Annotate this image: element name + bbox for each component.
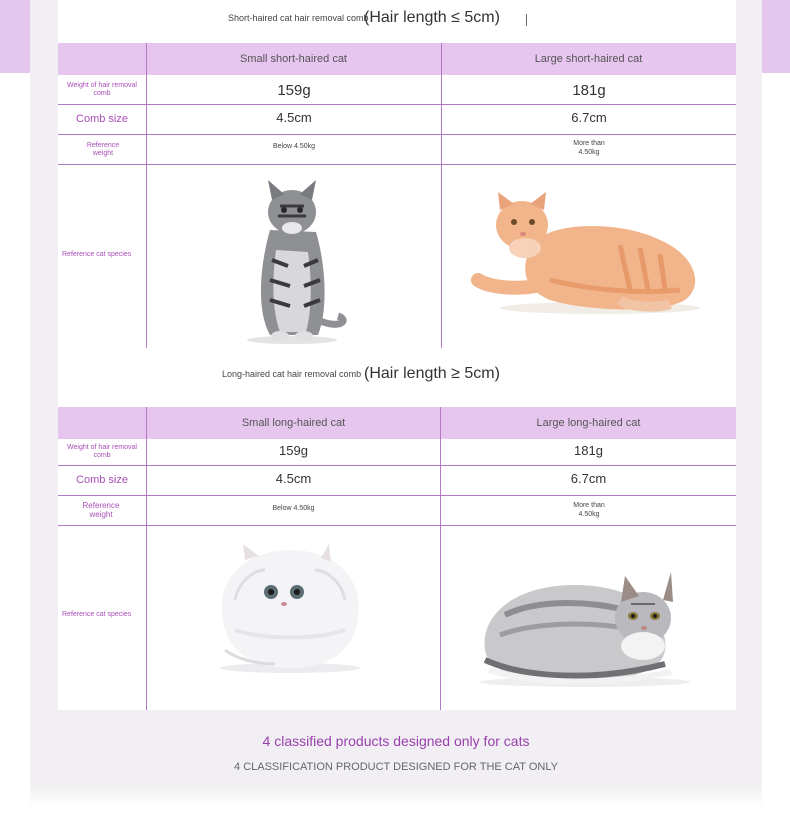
short-hair-title-length: (Hair length ≤ 5cm) — [364, 9, 500, 26]
label-reference-species: Reference cat species — [62, 251, 132, 259]
long-haired-small-cat-photo — [205, 540, 375, 675]
label-comb-weight: Weight of hair removal comb — [67, 82, 137, 97]
value-reference-weight-small: Below 4.50kg — [272, 505, 315, 513]
header-large-long-haired: Large long-haired cat — [536, 417, 641, 429]
header-small-short-haired: Small short-haired cat — [240, 53, 347, 65]
panel-shadow — [30, 785, 762, 807]
value-comb-size-large: 6.7cm — [570, 471, 607, 486]
value-comb-weight-large: 181g — [574, 442, 603, 458]
grid-row-line — [58, 164, 736, 165]
label-comb-size: Comb size — [76, 474, 128, 487]
header-large-short-haired: Large short-haired cat — [534, 53, 643, 65]
short-haired-large-cat-photo — [470, 190, 710, 320]
label-comb-weight: Weight of hair removal comb — [67, 444, 137, 459]
footer-headline: 4 classified products designed only for cats — [262, 733, 530, 749]
header-small-long-haired: Small long-haired cat — [241, 417, 346, 429]
short-hair-header-row — [58, 43, 736, 75]
title-cursor-mark — [526, 14, 527, 26]
label-reference-weight: Reference weight — [86, 141, 120, 157]
short-haired-small-cat-photo — [210, 170, 370, 346]
label-comb-size: Comb size — [76, 113, 128, 126]
value-comb-size-small: 4.5cm — [276, 110, 312, 125]
value-reference-weight-large: More than 4.50kg — [573, 140, 605, 156]
value-comb-size-large: 6.7cm — [571, 110, 607, 125]
long-hair-header-row — [58, 407, 736, 439]
grid-row-line — [58, 525, 736, 526]
long-hair-title — [222, 365, 500, 383]
long-hair-title-length: (Hair length ≥ 5cm) — [364, 365, 500, 382]
value-comb-size-small: 4.5cm — [275, 471, 312, 486]
label-reference-species: Reference cat species — [62, 611, 132, 619]
decorative-band-left — [0, 0, 30, 73]
value-comb-weight-large: 181g — [572, 81, 606, 99]
value-reference-weight-large: More than 4.50kg — [573, 502, 605, 518]
decorative-band-right — [762, 0, 790, 73]
long-haired-large-cat-photo — [475, 560, 705, 690]
value-comb-weight-small: 159g — [279, 442, 308, 458]
value-comb-weight-small: 159g — [277, 81, 311, 99]
value-reference-weight-small: Below 4.50kg — [272, 143, 316, 151]
long-hair-title-small: Long-haired cat hair removal comb — [222, 369, 362, 379]
short-hair-title-small: Short-haired cat hair removal comb — [228, 13, 369, 23]
footer-subline: 4 CLASSIFICATION PRODUCT DESIGNED FOR THE CAT ONLY — [234, 761, 558, 773]
short-hair-title — [228, 9, 500, 27]
label-reference-weight: Reference weight — [82, 500, 120, 519]
